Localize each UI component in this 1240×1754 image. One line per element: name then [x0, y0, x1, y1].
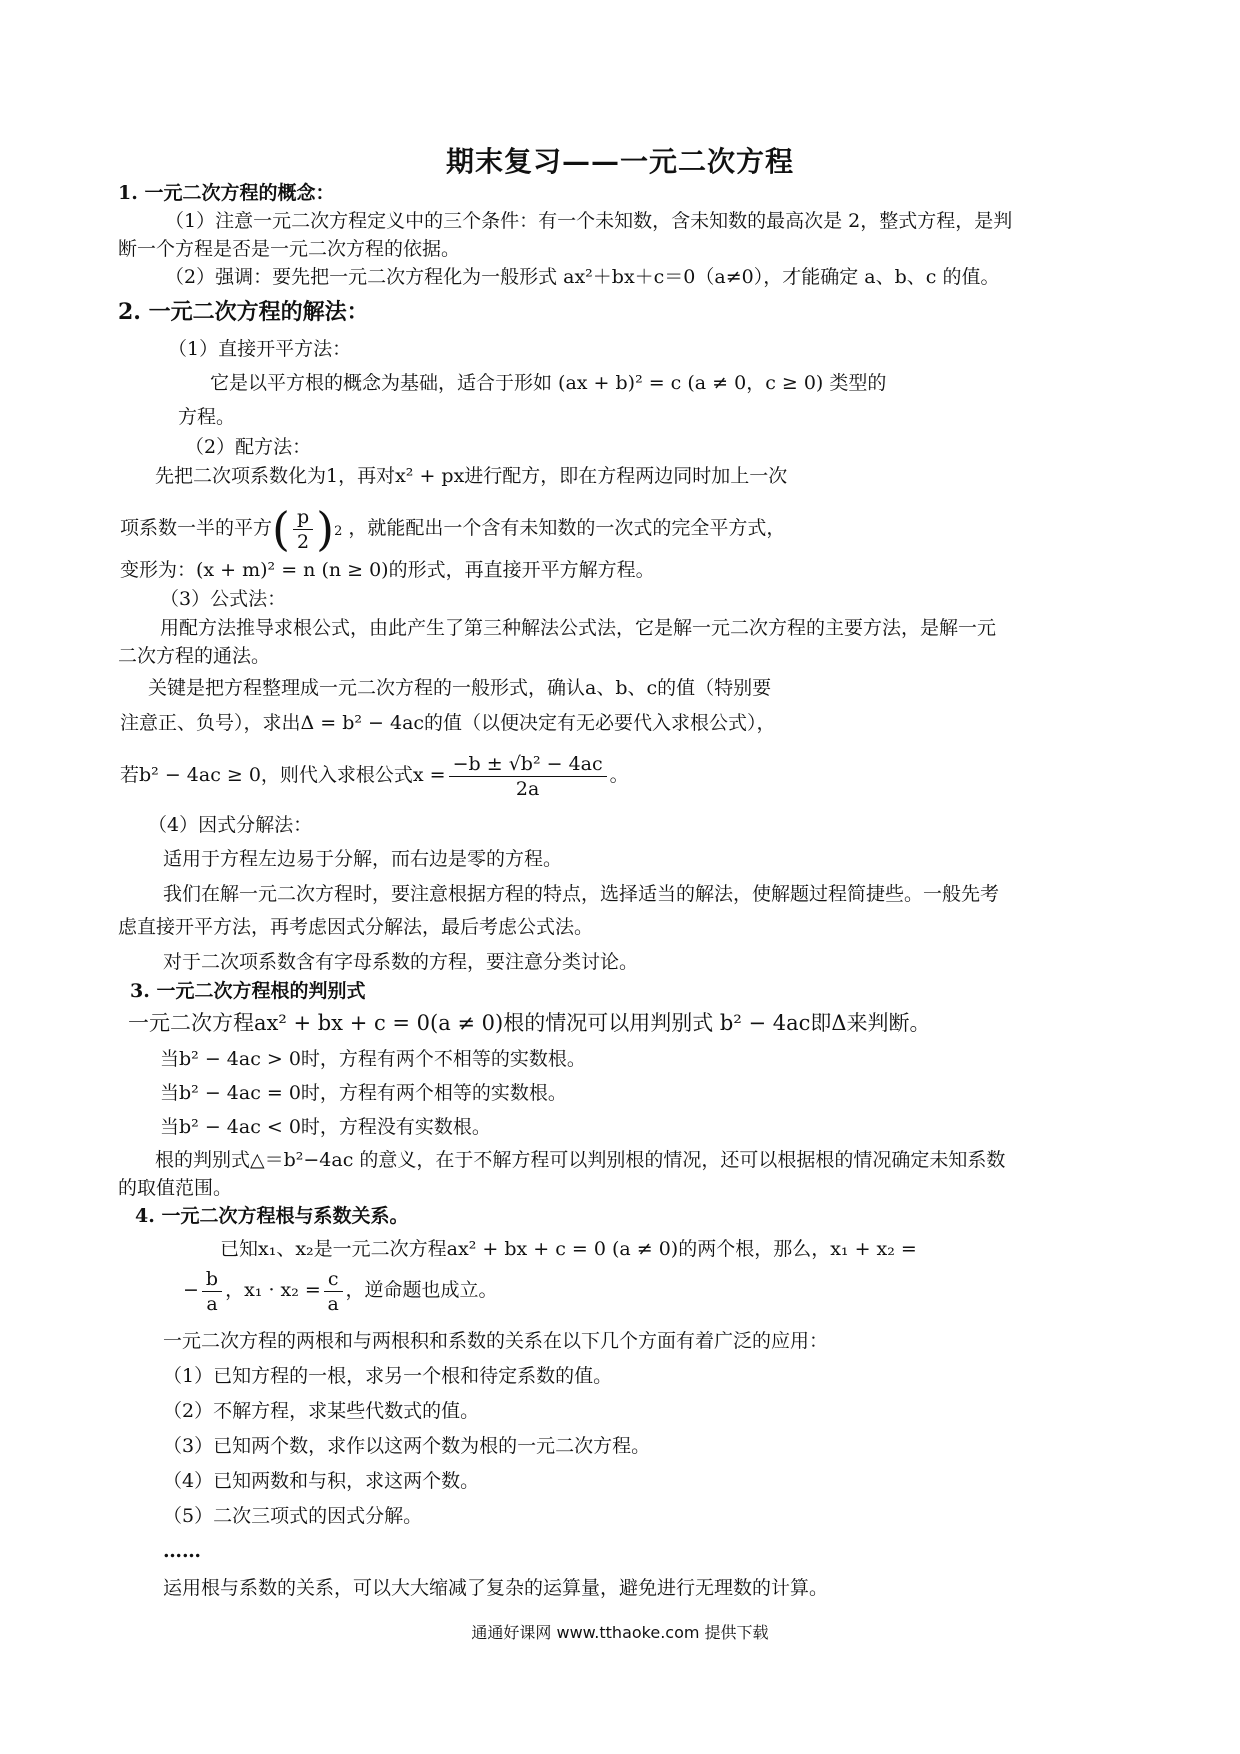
paragraph: 运用根与系数的关系，可以大大缩减了复杂的运算量，避免进行无理数的计算。 — [163, 1577, 829, 1599]
fraction-numerator: p — [293, 505, 313, 530]
paragraph: 已知x₁、x₂是一元二次方程ax² + bx + c = 0 (a ≠ 0)的两个根，那么，x₁ + x₂ = — [220, 1238, 917, 1260]
application-item: （2）不解方程，求某些代数式的值。 — [163, 1400, 480, 1422]
paragraph: 变形为：(x + m)² = n (n ≥ 0)的形式，再直接开平方解方程。 — [120, 559, 655, 581]
fraction-denominator: 2a — [515, 777, 540, 800]
paragraph: 我们在解一元二次方程时，要注意根据方程的特点，选择适当的解法，使解题过程简捷些。一般先考 — [163, 883, 1000, 905]
right-paren: ) — [316, 502, 335, 556]
application-item: （1）已知方程的一根，求另一个根和待定系数的值。 — [163, 1365, 613, 1387]
paragraph: 二次方程的通法。 — [118, 645, 271, 667]
paragraph: 它是以平方根的概念为基础，适合于形如 (ax + b)² = c (a ≠ 0，c ≥ 0) 类型的 — [210, 372, 887, 394]
discriminant-case: 当b² − 4ac = 0时，方程有两个相等的实数根。 — [160, 1082, 567, 1104]
quadratic-formula-fraction — [449, 752, 607, 801]
method-2-title: （2）配方法： — [185, 436, 312, 458]
vieta-line — [183, 1263, 498, 1317]
paragraph: 适用于方程左边易于分解，而右边是零的方程。 — [163, 848, 563, 870]
fraction-numerator: b — [202, 1267, 222, 1292]
paragraph: 虑直接开平方法，再考虑因式分解法，最后考虑公式法。 — [118, 916, 594, 938]
left-paren: ( — [272, 502, 290, 556]
text-run: 若b² − 4ac ≥ 0，则代入求根公式x = — [120, 764, 446, 786]
section-2-heading: 2. 一元二次方程的解法： — [118, 299, 369, 325]
text-run: ，x₁ · x₂ = — [225, 1279, 321, 1301]
fraction-numerator: c — [324, 1267, 343, 1292]
text-run: ，逆命题也成立。 — [345, 1279, 498, 1301]
fraction-denominator: a — [206, 1292, 218, 1315]
fraction-denominator: 2 — [297, 530, 310, 553]
ellipsis: …… — [163, 1540, 201, 1562]
paragraph: 先把二次项系数化为1，再对x² + px进行配方，即在方程两边同时加上一次 — [155, 465, 788, 487]
discriminant-case: 当b² − 4ac < 0时，方程没有实数根。 — [160, 1116, 491, 1138]
discriminant-case: 当b² − 4ac > 0时，方程有两个不相等的实数根。 — [160, 1048, 586, 1070]
application-item: （5）二次三项式的因式分解。 — [163, 1505, 423, 1527]
paragraph: 的取值范围。 — [118, 1177, 233, 1199]
text-run: ，就能配出一个含有未知数的一次式的完全平方式， — [348, 517, 786, 539]
method-1-title: （1）直接开平方法： — [168, 338, 352, 360]
page-title: 期末复习——一元二次方程 — [445, 145, 794, 178]
fraction-b-over-a — [202, 1267, 222, 1316]
page-footer: 通通好课网 www.tthaoke.com 提供下载 — [471, 1623, 769, 1642]
paragraph: （1）注意一元二次方程定义中的三个条件：有一个未知数，含未知数的最高次是 2，整式方程，是判 — [165, 210, 1013, 232]
application-item: （4）已知两数和与积，求这两个数。 — [163, 1470, 480, 1492]
paragraph: 用配方法推导求根公式，由此产生了第三种解法公式法，它是解一元二次方程的主要方法，是解一元 — [160, 617, 997, 639]
text-run: 项系数一半的平方 — [120, 517, 273, 539]
text-run: 。 — [609, 764, 629, 786]
paragraph: 根的判别式△＝b²−4ac 的意义，在于不解方程可以判别根的情况，还可以根据根的情况确定未知系数 — [155, 1149, 1006, 1171]
completing-square-line — [120, 500, 785, 556]
application-item: （3）已知两个数，求作以这两个数为根的一元二次方程。 — [163, 1435, 651, 1457]
method-3-title: （3）公式法： — [160, 588, 287, 610]
paragraph: 对于二次项系数含有字母系数的方程，要注意分类讨论。 — [163, 951, 639, 973]
fraction-numerator: −b ± √b² − 4ac — [449, 752, 607, 777]
paragraph: 一元二次方程的两根和与两根积和系数的关系在以下几个方面有着广泛的应用： — [163, 1330, 829, 1352]
paragraph: 注意正、负号），求出Δ = b² − 4ac的值（以便决定有无必要代入求根公式）， — [120, 712, 776, 734]
fraction-denominator: a — [327, 1292, 339, 1315]
superscript-2: 2 — [334, 524, 343, 539]
text-run: − — [183, 1279, 199, 1301]
section-4-heading: 4. 一元二次方程根与系数关系。 — [135, 1205, 409, 1227]
quadratic-formula-line — [120, 748, 629, 802]
paragraph: 关键是把方程整理成一元二次方程的一般形式，确认a、b、c的值（特别要 — [148, 677, 772, 699]
fraction-c-over-a — [324, 1267, 343, 1316]
paragraph: （2）强调：要先把一元二次方程化为一般形式 ax²＋bx＋c＝0（a≠0），才能确定 a、b、c 的值。 — [165, 266, 1000, 288]
paragraph: 一元二次方程ax² + bx + c = 0(a ≠ 0)根的情况可以用判别式 b² − 4ac即Δ来判断。 — [128, 1011, 931, 1035]
section-3-heading: 3. 一元二次方程根的判别式 — [130, 980, 366, 1002]
section-1-heading: 1. 一元二次方程的概念： — [118, 182, 335, 204]
paragraph: 断一个方程是否是一元二次方程的依据。 — [118, 238, 461, 260]
paragraph: 方程。 — [178, 406, 236, 428]
fraction-p-over-2 — [293, 505, 313, 554]
method-4-title: （4）因式分解法： — [148, 814, 313, 836]
